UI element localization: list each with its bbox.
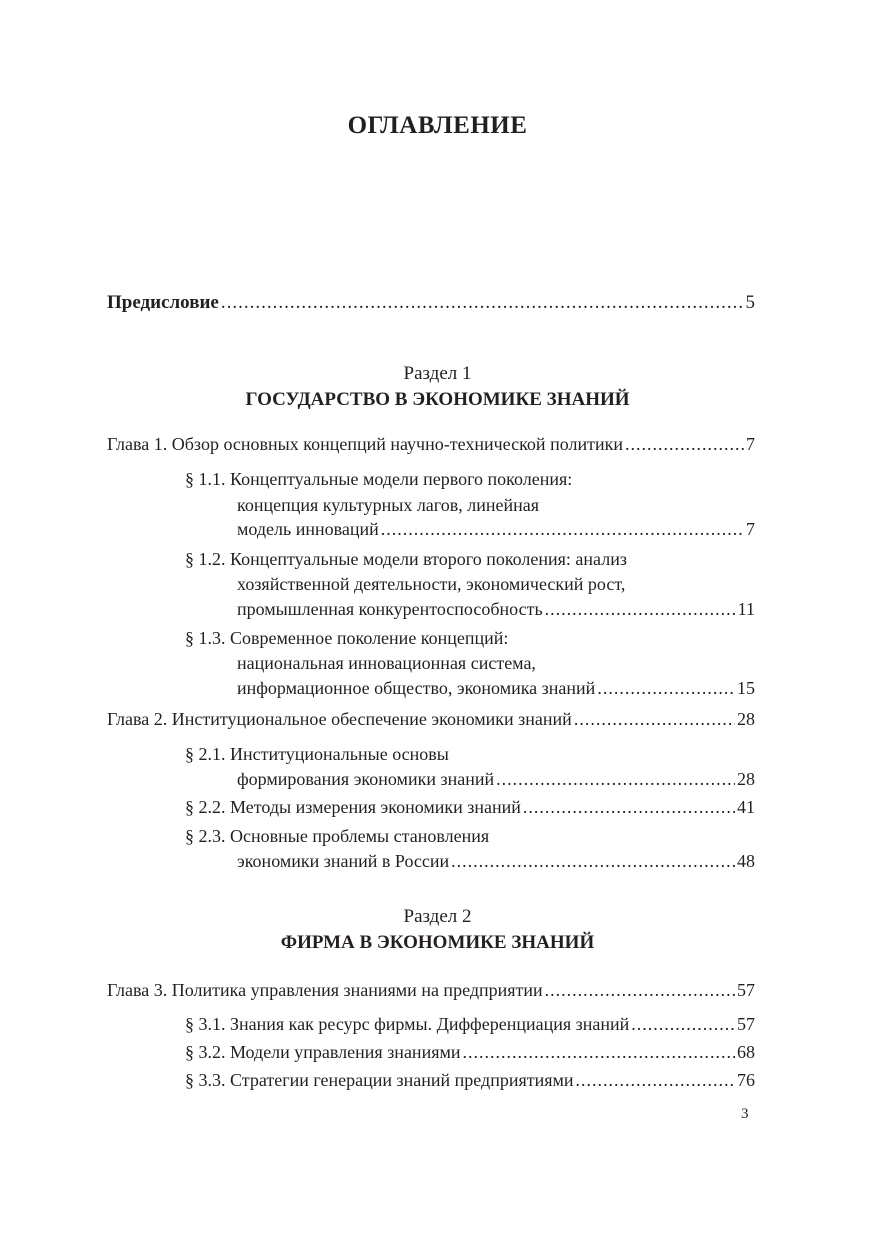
toc-chapter-1[interactable] <box>107 433 755 455</box>
toc-preface[interactable] <box>107 292 755 314</box>
page-number: 3 <box>741 1106 749 1122</box>
toc-chapter-3-label: Глава 3. Политика управления знаниями на предприятии <box>107 980 543 1000</box>
toc-paragraph-1-3-line-2: национальная инновационная система, <box>237 653 536 673</box>
section-1-title: ГОСУДАРСТВО В ЭКОНОМИКЕ ЗНАНИЙ <box>245 389 630 410</box>
toc-chapter-2-page: 28 <box>737 709 755 729</box>
toc-paragraph-1-1-page: 7 <box>746 519 755 539</box>
toc-paragraph-1-3-page: 15 <box>737 678 755 698</box>
toc-chapter-1-label: Глава 1. Обзор основных концепций научно-технической политики <box>107 434 623 454</box>
toc-paragraph-3-3-page: 76 <box>737 1070 755 1090</box>
toc-paragraph-3-1[interactable] <box>185 1013 755 1035</box>
toc-paragraph-1-1-line-2: концепция культурных лагов, линейная <box>237 495 540 515</box>
dot-leader <box>576 1069 735 1091</box>
dot-leader <box>631 1013 735 1035</box>
dot-leader <box>523 796 735 818</box>
toc-preface-page: 5 <box>745 292 755 313</box>
toc-paragraph-1-3-line-1[interactable]: § 1.3. Современное поколение концепций: <box>185 628 509 648</box>
toc-chapter-2-label: Глава 2. Институциональное обеспечение экономики знаний <box>107 709 572 729</box>
toc-paragraph-1-3-line-3: информационное общество, экономика знаний <box>237 678 596 698</box>
toc-paragraph-3-2[interactable] <box>185 1041 755 1063</box>
section-2-label: Раздел 2 <box>403 906 472 927</box>
toc-paragraph-2-1-page: 28 <box>737 769 755 789</box>
toc-paragraph-1-2-line-2: хозяйственной деятельности, экономический рост, <box>237 574 626 594</box>
toc-paragraph-2-1[interactable] <box>237 768 755 790</box>
toc-paragraph-2-2-page: 41 <box>737 797 755 817</box>
dot-leader <box>451 850 735 872</box>
toc-paragraph-1-2-line-1[interactable]: § 1.2. Концептуальные модели второго поколения: анализ <box>185 549 627 569</box>
section-2-title: ФИРМА В ЭКОНОМИКЕ ЗНАНИЙ <box>280 932 595 953</box>
toc-chapter-1-page: 7 <box>746 434 755 454</box>
toc-paragraph-3-3-line-1: § 3.3. Стратегии генерации знаний предприятиями <box>185 1070 574 1090</box>
toc-paragraph-1-1-line-3: модель инноваций <box>237 519 379 539</box>
toc-paragraph-2-3-line-1[interactable]: § 2.3. Основные проблемы становления <box>185 826 490 846</box>
toc-paragraph-3-2-line-1: § 3.2. Модели управления знаниями <box>185 1042 461 1062</box>
toc-paragraph-2-1-line-1[interactable]: § 2.1. Институциональные основы <box>185 744 449 764</box>
toc-paragraph-2-2[interactable] <box>185 796 755 818</box>
toc-paragraph-3-2-page: 68 <box>737 1042 755 1062</box>
dot-leader <box>545 598 736 620</box>
toc-paragraph-3-1-line-1: § 3.1. Знания как ресурс фирмы. Дифференциация знаний <box>185 1014 630 1034</box>
dot-leader <box>545 979 735 1001</box>
dot-leader <box>574 708 735 730</box>
toc-paragraph-2-2-line-1: § 2.2. Методы измерения экономики знаний <box>185 797 521 817</box>
section-1-label: Раздел 1 <box>403 363 472 384</box>
dot-leader <box>625 433 744 455</box>
toc-paragraph-1-2-page: 11 <box>737 599 755 619</box>
page-title: ОГЛАВЛЕНИЕ <box>347 112 528 139</box>
toc-preface-label: Предисловие <box>107 292 219 313</box>
toc-paragraph-2-1-line-2: формирования экономики знаний <box>237 769 495 789</box>
toc-paragraph-2-3-page: 48 <box>737 851 755 871</box>
toc-chapter-2[interactable] <box>107 708 755 730</box>
toc-paragraph-2-3-line-2: экономики знаний в России <box>237 851 450 871</box>
toc-paragraph-1-1[interactable] <box>237 518 755 540</box>
toc-paragraph-1-2[interactable] <box>237 598 755 620</box>
toc-paragraph-1-2-line-3: промышленная конкурентоспособность <box>237 599 543 619</box>
dot-leader <box>221 292 744 314</box>
dot-leader <box>597 677 735 699</box>
toc-paragraph-1-1-line-1[interactable]: § 1.1. Концептуальные модели первого поколения: <box>185 469 573 489</box>
toc-chapter-3-page: 57 <box>737 980 755 1000</box>
toc-paragraph-1-3[interactable] <box>237 677 755 699</box>
toc-chapter-3[interactable] <box>107 979 755 1001</box>
dot-leader <box>496 768 735 790</box>
toc-paragraph-3-1-page: 57 <box>737 1014 755 1034</box>
toc-paragraph-3-3[interactable] <box>185 1069 755 1091</box>
dot-leader <box>381 518 744 540</box>
toc-paragraph-2-3[interactable] <box>237 850 755 872</box>
dot-leader <box>463 1041 735 1063</box>
